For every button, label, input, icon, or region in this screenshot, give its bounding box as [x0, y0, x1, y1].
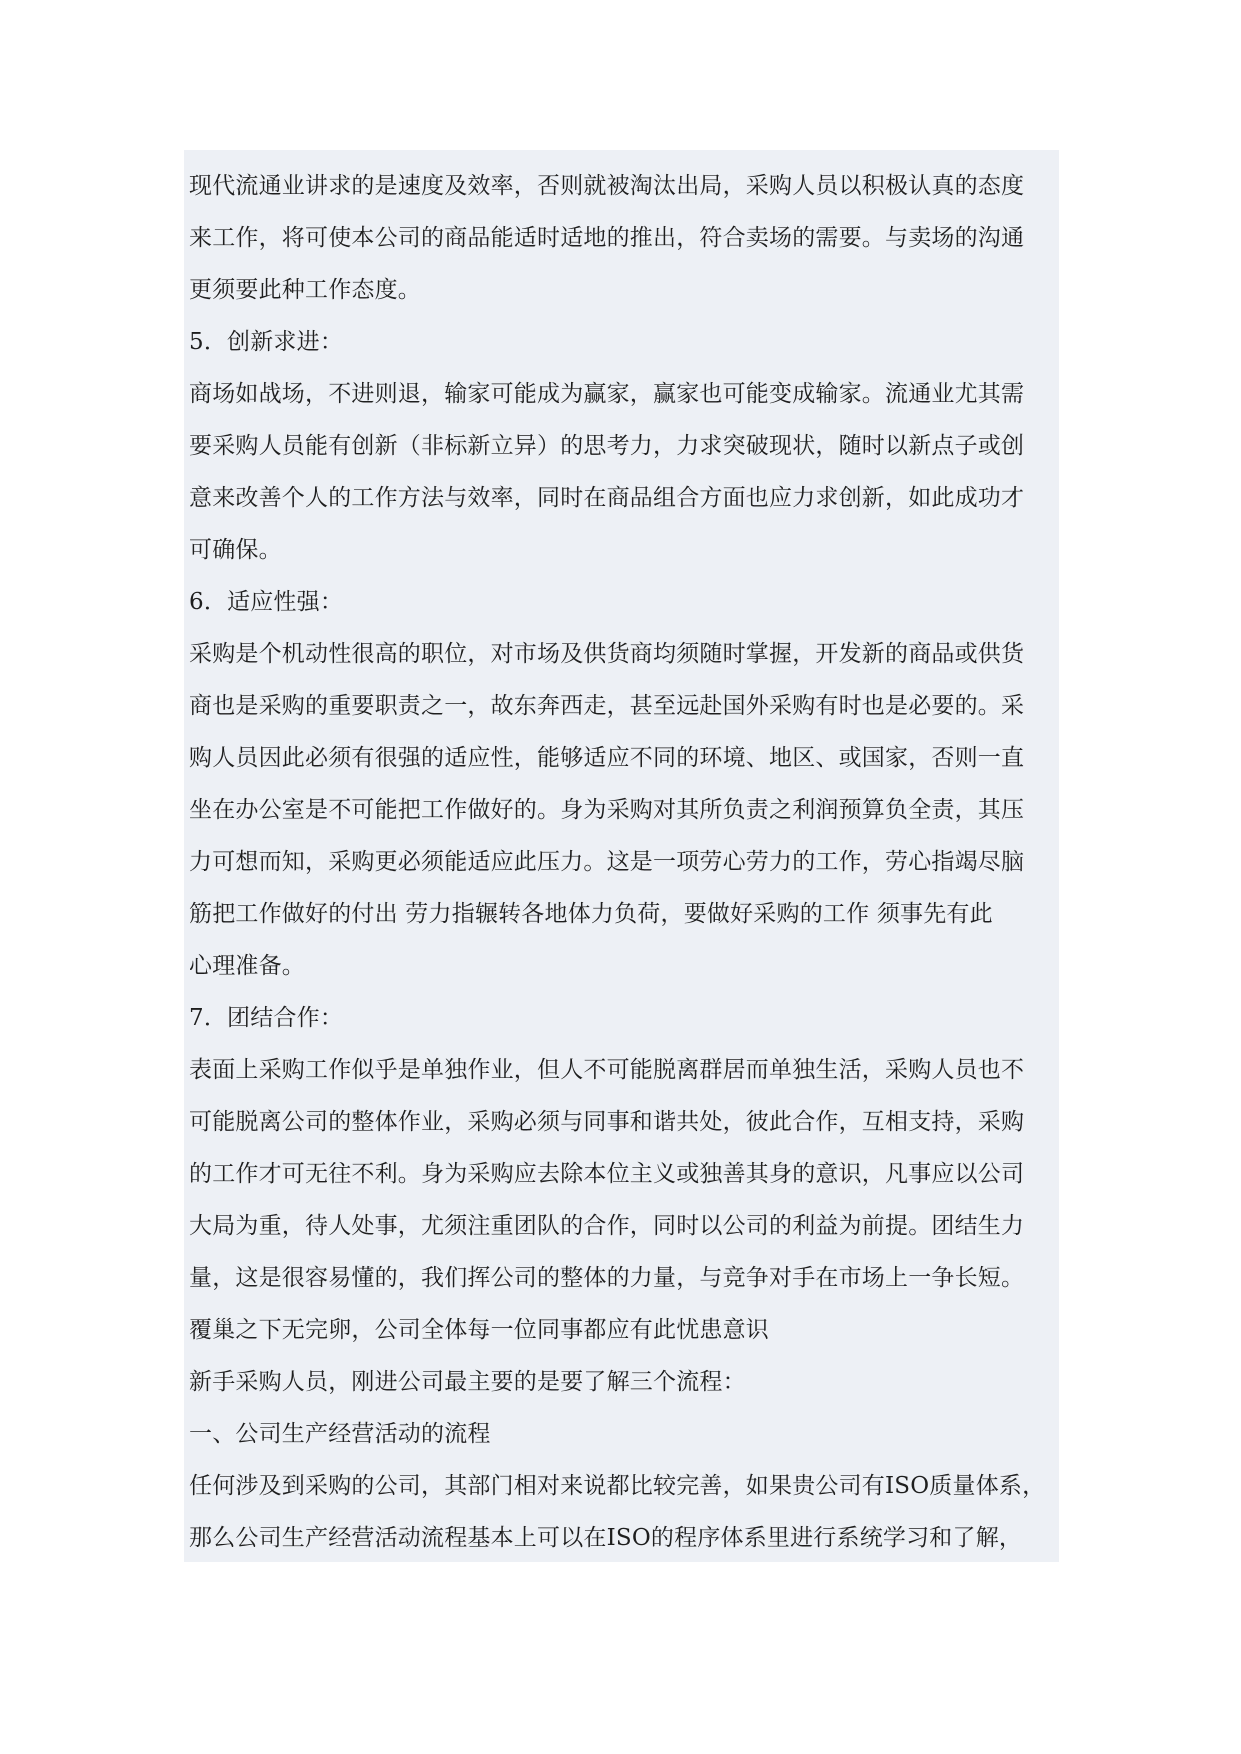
- text-line: 覆巢之下无完卵，公司全体每一位同事都应有此忧患意识: [189, 1317, 769, 1343]
- text-line: 坐在办公室是不可能把工作做好的。身为采购对其所负责之利润预算负全责，其压: [189, 797, 1025, 823]
- text-line: 可确保。: [189, 537, 282, 563]
- section-heading: 一、公司生产经营活动的流程: [189, 1421, 491, 1447]
- section-heading: 6．适应性强：: [189, 589, 344, 615]
- text-line: 筋把工作做好的付出 劳力指辗转各地体力负荷，要做好采购的工作 须事先有此: [189, 901, 993, 927]
- section-heading: 7．团结合作：: [189, 1005, 344, 1031]
- text-line: 商也是采购的重要职责之一，故东奔西走，甚至远赴国外采购有时也是必要的。采: [189, 693, 1025, 719]
- text-line: 新手采购人员，刚进公司最主要的是要了解三个流程：: [189, 1369, 746, 1395]
- text-line: 可能脱离公司的整体作业，采购必须与同事和谐共处，彼此合作，互相支持，采购: [189, 1109, 1025, 1135]
- text-line: 任何涉及到采购的公司，其部门相对来说都比较完善，如果贵公司有ISO质量体系，: [189, 1473, 1046, 1499]
- text-line: 量，这是很容易懂的，我们挥公司的整体的力量，与竞争对手在市场上一争长短。: [189, 1265, 1025, 1291]
- text-line: 来工作，将可使本公司的商品能适时适地的推出，符合卖场的需要。与卖场的沟通: [189, 225, 1025, 251]
- text-line: 现代流通业讲求的是速度及效率，否则就被淘汰出局，采购人员以积极认真的态度: [189, 173, 1025, 199]
- text-line: 那么公司生产经营活动流程基本上可以在ISO的程序体系里进行系统学习和了解，: [189, 1525, 1023, 1551]
- text-line: 大局为重，待人处事，尤须注重团队的合作，同时以公司的利益为前提。团结生力: [189, 1213, 1025, 1239]
- text-line: 意来改善个人的工作方法与效率，同时在商品组合方面也应力求创新，如此成功才: [189, 485, 1025, 511]
- text-line: 更须要此种工作态度。: [189, 277, 421, 303]
- text-line: 力可想而知，采购更必须能适应此压力。这是一项劳心劳力的工作，劳心指竭尽脑: [189, 849, 1025, 875]
- text-line: 表面上采购工作似乎是单独作业，但人不可能脱离群居而单独生活，采购人员也不: [189, 1057, 1025, 1083]
- text-line: 的工作才可无往不利。身为采购应去除本位主义或独善其身的意识，凡事应以公司: [189, 1161, 1025, 1187]
- text-line: 购人员因此必须有很强的适应性，能够适应不同的环境、地区、或国家，否则一直: [189, 745, 1025, 771]
- text-line: 心理准备。: [189, 953, 305, 979]
- text-line: 采购是个机动性很高的职位，对市场及供货商均须随时掌握，开发新的商品或供货: [189, 641, 1025, 667]
- text-line: 商场如战场，不进则退，输家可能成为赢家，赢家也可能变成输家。流通业尤其需: [189, 381, 1025, 407]
- section-heading: 5．创新求进：: [189, 329, 344, 355]
- text-line: 要采购人员能有创新（非标新立异）的思考力，力求突破现状，随时以新点子或创: [189, 433, 1025, 459]
- document-text-block: [184, 150, 1059, 1562]
